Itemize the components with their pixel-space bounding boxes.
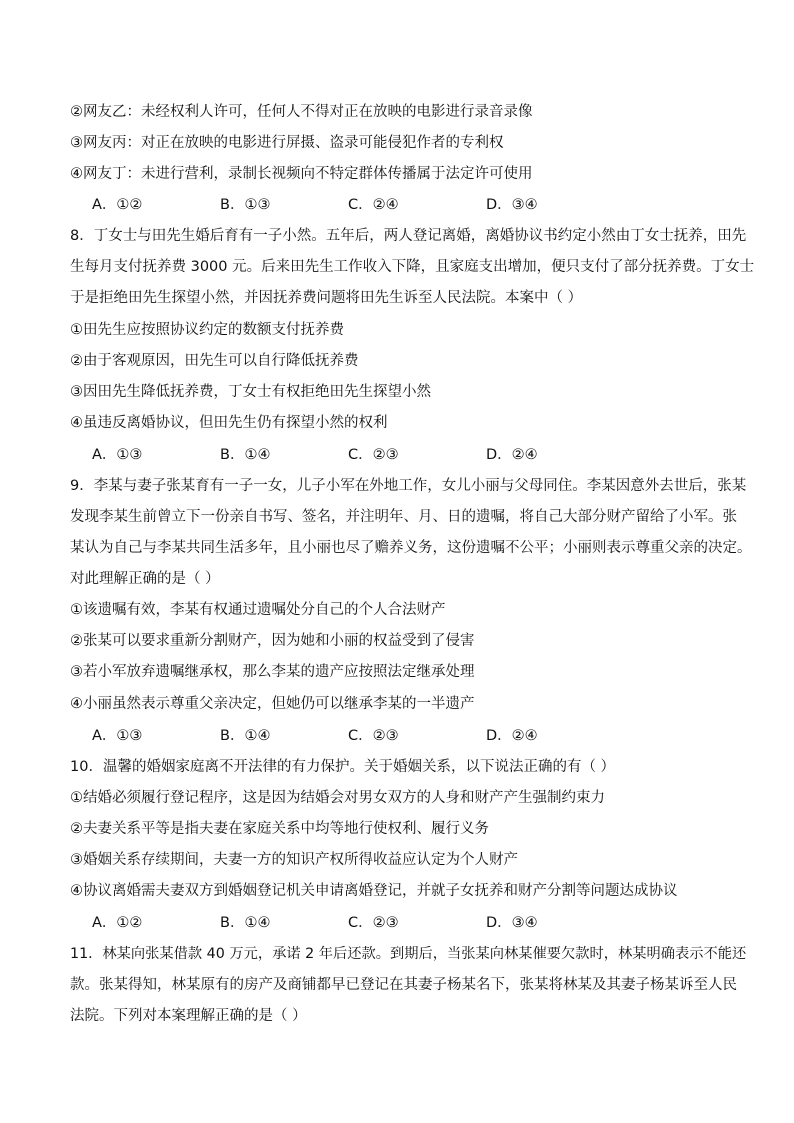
- q7-option-c[interactable]: C．②④: [348, 197, 399, 213]
- q10-option-c[interactable]: C．②③: [348, 915, 399, 931]
- q10-stem-line-1: 10．温馨的婚姻家庭离不开法律的有力保护。关于婚姻关系，以下说法正确的有（ ）: [70, 759, 616, 775]
- q8-options: [92, 445, 732, 465]
- q7-item-3: ③网友丙：对正在放映的电影进行屏摄、盗录可能侵犯作者的专利权: [70, 135, 504, 151]
- q7-options: [92, 195, 732, 215]
- q7-option-d[interactable]: D．③④: [486, 197, 538, 213]
- q10-item-1: ①结婚必须履行登记程序，这是因为结婚会对男女双方的人身和财产产生强制约束力: [70, 790, 605, 806]
- q9-stem-line-1: 9．李某与妻子张某育有一子一女，儿子小军在外地工作，女儿小丽与父母同住。李某因意外去世后，张某: [70, 478, 747, 494]
- q8-option-c[interactable]: C．②③: [348, 447, 399, 463]
- q10-item-4: ④协议离婚需夫妻双方到婚姻登记机关申请离婚登记，并就子女抚养和财产分割等问题达成协议: [70, 883, 678, 899]
- q9-stem-line-2: 发现李某生前曾立下一份亲自书写、签名，并注明年、月、日的遗嘱，将自己大部分财产留给了小军。张: [70, 509, 737, 525]
- q7-option-b[interactable]: B．①③: [220, 197, 271, 213]
- q9-option-b[interactable]: B．①④: [220, 728, 271, 744]
- q8-stem-line-2: 生每月支付抚养费 3000 元。后来田先生工作收入下降，且家庭支出增加，便只支付了部分抚养费。丁女士: [70, 259, 755, 275]
- q9-option-d[interactable]: D．②④: [486, 728, 538, 744]
- q8-item-1: ①田先生应按照协议约定的数额支付抚养费: [70, 322, 344, 338]
- q9-options: [92, 726, 732, 746]
- q9-item-4: ④小丽虽然表示尊重父亲决定，但她仍可以继承李某的一半遗产: [70, 696, 475, 712]
- q9-stem-line-3: 某认为自己与李某共同生活多年，且小丽也尽了赡养义务，这份遗嘱不公平；小丽则表示尊重父亲的决定。: [70, 540, 752, 556]
- q9-item-3: ③若小军放弃遗嘱继承权，那么李某的遗产应按照法定继承处理: [70, 664, 475, 680]
- q7-option-a[interactable]: A．①②: [92, 197, 143, 213]
- q10-item-2: ②夫妻关系平等是指夫妻在家庭关系中均等地行使权利、履行义务: [70, 821, 489, 837]
- q8-stem-line-3: 于是拒绝田先生探望小然，并因抚养费问题将田先生诉至人民法院。本案中（ ）: [70, 290, 583, 306]
- q10-option-a[interactable]: A．①②: [92, 915, 143, 931]
- q11-stem-line-3: 法院。下列对本案理解正确的是（ ）: [70, 1008, 307, 1024]
- q8-stem-line-1: 8．丁女士与田先生婚后育有一子小然。五年后，两人登记离婚，离婚协议书约定小然由丁女士抚养，田先: [70, 228, 747, 244]
- q8-option-d[interactable]: D．②④: [486, 447, 538, 463]
- q8-option-a[interactable]: A．①③: [92, 447, 143, 463]
- q10-option-d[interactable]: D．③④: [486, 915, 538, 931]
- q10-item-3: ③婚姻关系存续期间，夫妻一方的知识产权所得收益应认定为个人财产: [70, 852, 518, 868]
- q8-item-4: ④虽违反离婚协议，但田先生仍有探望小然的权利: [70, 415, 388, 431]
- q10-options: [92, 913, 732, 933]
- q8-option-b[interactable]: B．①④: [220, 447, 271, 463]
- q9-option-c[interactable]: C．②③: [348, 728, 399, 744]
- q9-stem-line-4: 对此理解正确的是（ ）: [70, 571, 220, 587]
- q9-item-1: ①该遗嘱有效，李某有权通过遗嘱处分自己的个人合法财产: [70, 602, 446, 618]
- q11-stem-line-2: 款。张某得知，林某原有的房产及商铺都早已登记在其妻子杨某名下，张某将林某及其妻子杨某诉至人民: [70, 977, 737, 993]
- q9-item-2: ②张某可以要求重新分割财产，因为她和小丽的权益受到了侵害: [70, 633, 475, 649]
- q11-stem-line-1: 11．林某向张某借款 40 万元，承诺 2 年后还款。到期后，当张某向林某催要欠款时，林某明确表示不能还: [70, 946, 747, 962]
- q8-item-2: ②由于客观原因，田先生可以自行降低抚养费: [70, 353, 359, 369]
- q10-option-b[interactable]: B．①④: [220, 915, 271, 931]
- q7-item-2: ②网友乙：未经权利人许可，任何人不得对正在放映的电影进行录音录像: [70, 104, 533, 120]
- q7-item-4: ④网友丁：未进行营利，录制长视频向不特定群体传播属于法定许可使用: [70, 166, 533, 182]
- q9-option-a[interactable]: A．①③: [92, 728, 143, 744]
- q8-item-3: ③因田先生降低抚养费，丁女士有权拒绝田先生探望小然: [70, 384, 431, 400]
